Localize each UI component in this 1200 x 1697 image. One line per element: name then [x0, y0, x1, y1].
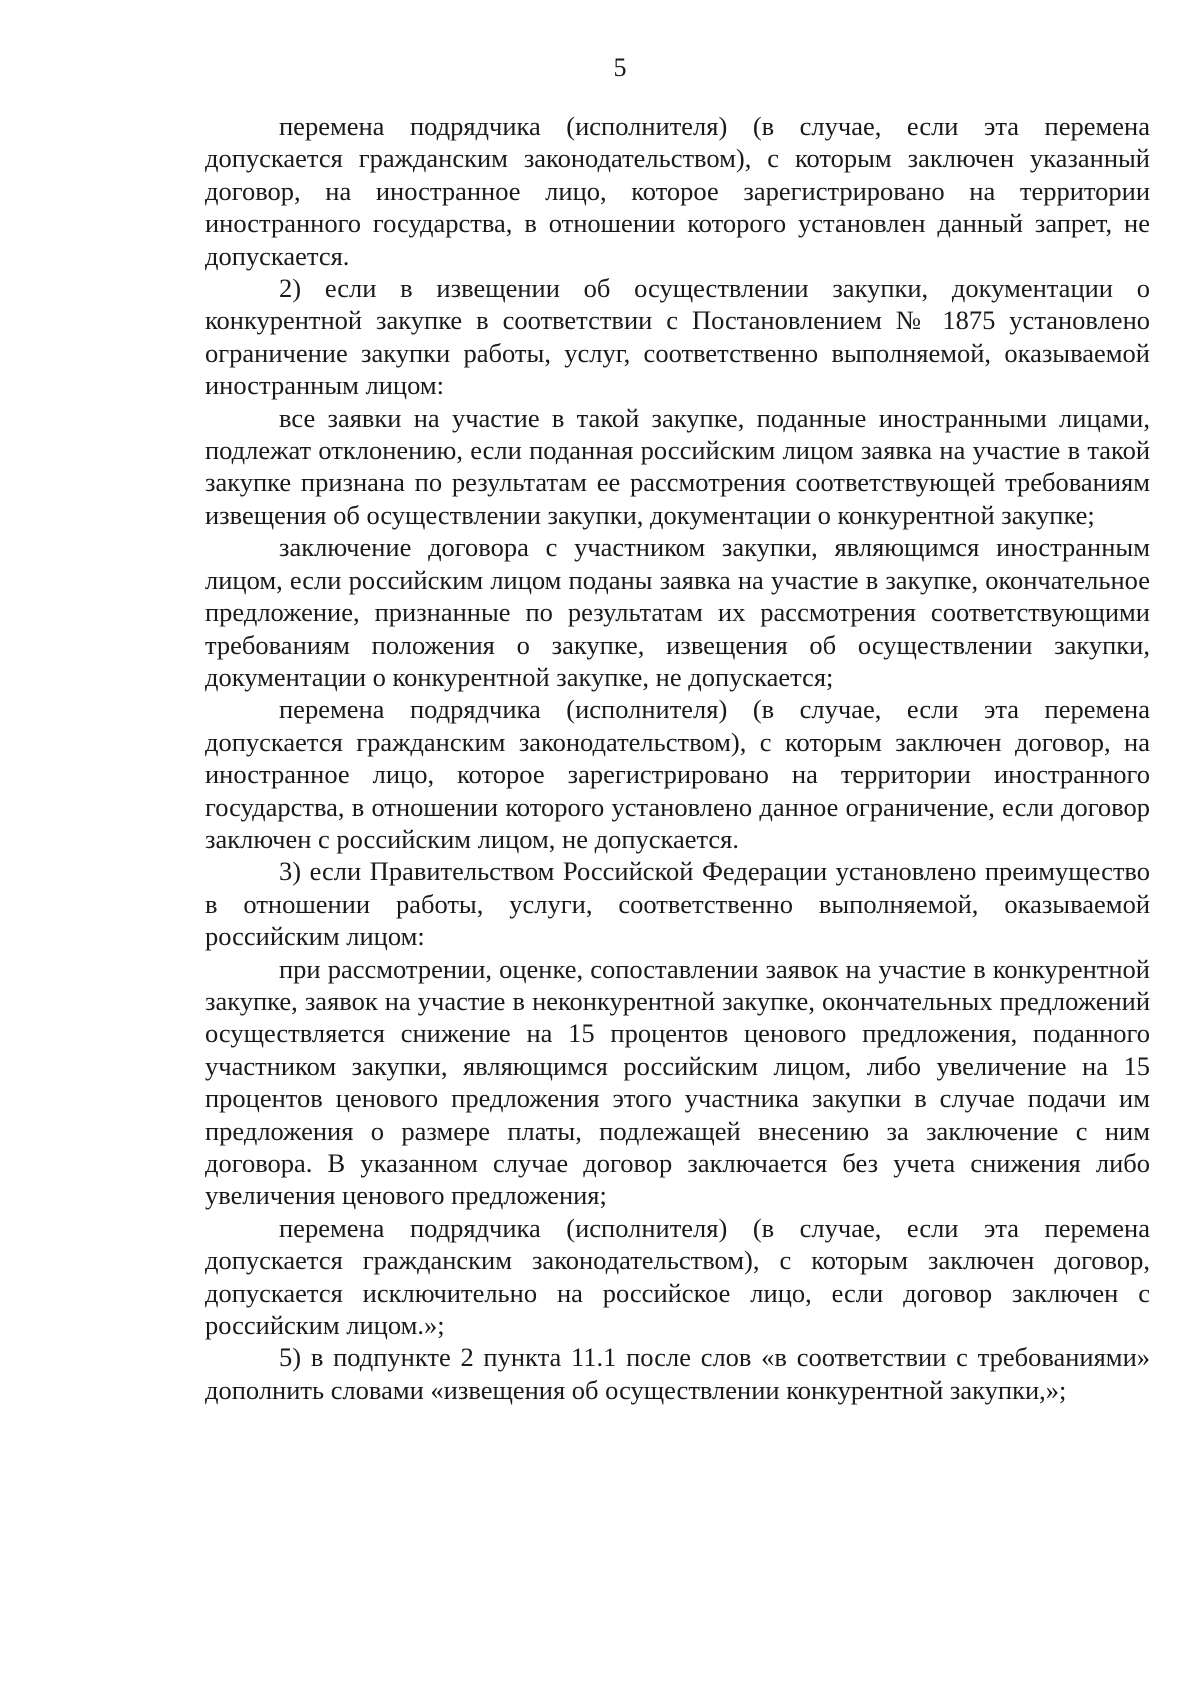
paragraph-item-3-preference: 3) если Правительством Российской Федерации установлено преимущество в отношении работы, услуги, соответственно выполняемой, оказываемой российским лицом:	[205, 856, 1150, 952]
page-number: 5	[613, 53, 627, 82]
paragraph-item-2-restriction: 2) если в извещении об осуществлении закупки, документации о конкурентной закупке в соответствии с Постановлением № 1875 установлено ограничение закупки работы, услуг, соответственно выполняемой, оказываемой иностранным лицом:	[205, 273, 1150, 401]
document-body	[205, 110, 1150, 1406]
paragraph-price-reduction: при рассмотрении, оценке, сопоставлении заявок на участие в конкурентной закупке, заявок на участие в неконкурентной закупке, окончательных предложений осуществляется снижение на 15 процентов ценового предложения, поданного участником закупки, являющимся российским лицом, либо увеличение на 15 процентов ценового предложения этого участника закупки в случае подачи им предложения о размере платы, подлежащей внесению за заключение с ним договора. В указанном случае договор заключается без учета снижения либо увеличения ценового предложения;	[205, 953, 1150, 1211]
paragraph-item-5-amendment: 5) в подпункте 2 пункта 11.1 после слов «в соответствии с требованиями» дополнить словами «извещения об осуществлении конкурентной закупки,»;	[205, 1342, 1150, 1405]
paragraph-contract-conclusion: заключение договора с участником закупки, являющимся иностранным лицом, если российским лицом поданы заявка на участие в закупке, окончательное предложение, признанные по результатам их рассмотрения соответствующими требованиям положения о закупке, извещения об осуществлении закупки, документации о конкурентной закупке, не допускается;	[205, 532, 1150, 692]
paragraph-bids-rejection: все заявки на участие в такой закупке, поданные иностранными лицами, подлежат отклонению, если поданная российским лицом заявка на участие в такой закупке признана по результатам ее рассмотрения соответствующей требованиям извещения об осуществлении закупки, документации о конкурентной закупке;	[205, 402, 1150, 530]
paragraph-contractor-change-restriction: перемена подрядчика (исполнителя) (в случае, если эта перемена допускается гражданским законодательством), с которым заключен договор, на иностранное лицо, которое зарегистрировано на территории иностранного государства, в отношении которого установлено данное ограничение, если договор заключен с российским лицом, не допускается.	[205, 694, 1150, 854]
paragraph-contractor-change-russian: перемена подрядчика (исполнителя) (в случае, если эта перемена допускается гражданским законодательством), с которым заключен договор, допускается исключительно на российское лицо, если договор заключен с российским лицом.»;	[205, 1212, 1150, 1341]
paragraph-foreign-contractor-change: перемена подрядчика (исполнителя) (в случае, если эта перемена допускается гражданским законодательством), с которым заключен указанный договор, на иностранное лицо, которое зарегистрировано на территории иностранного государства, в отношении которого установлен данный запрет, не допускается.	[205, 111, 1150, 271]
